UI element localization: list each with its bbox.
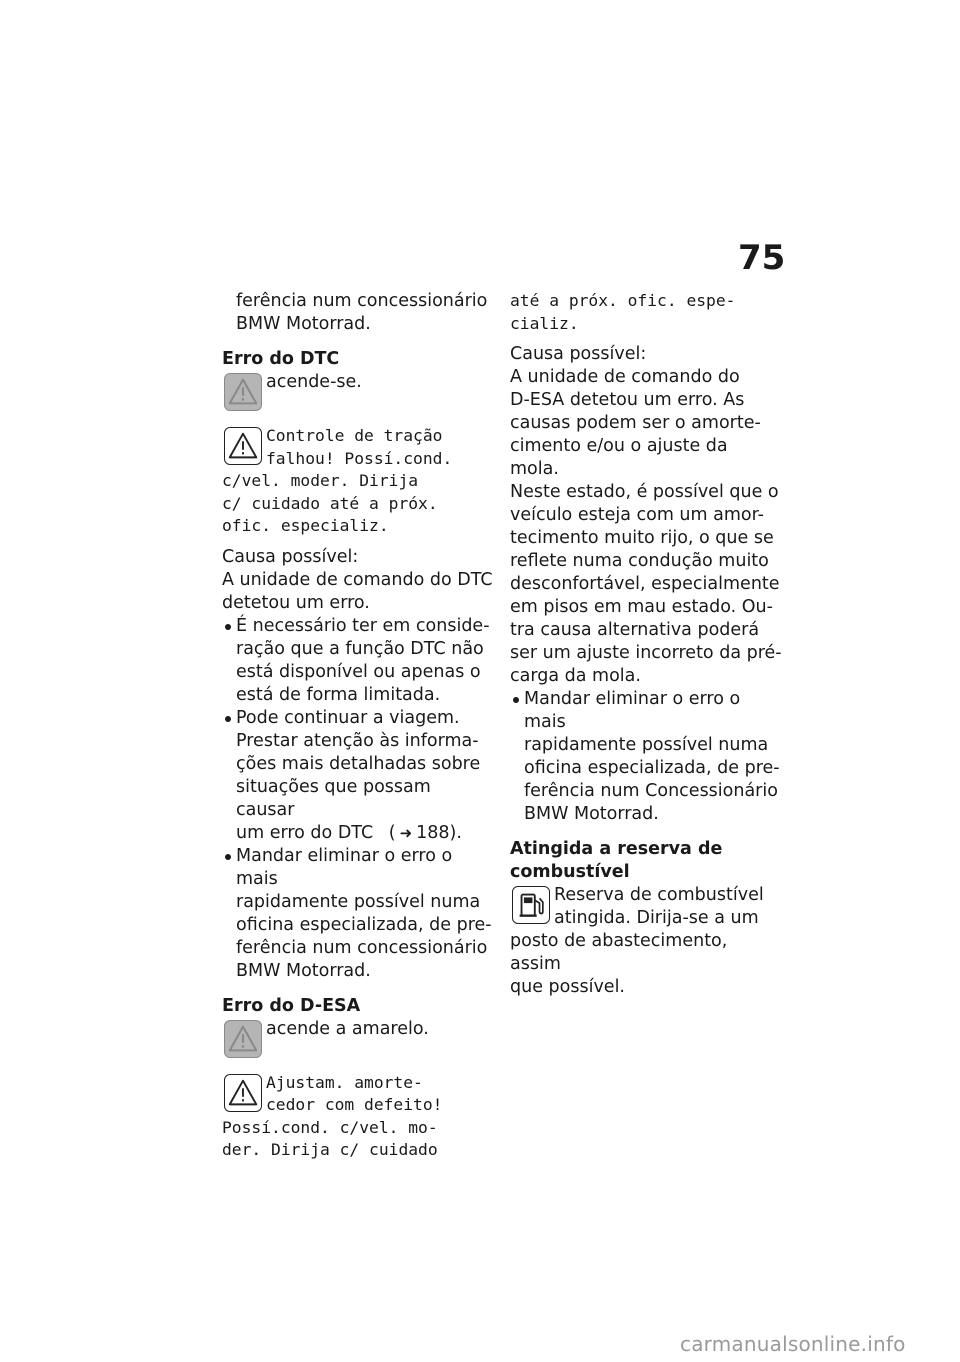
display-line: Controle de tração <box>266 426 443 445</box>
reference-page[interactable]: 188). <box>416 822 462 843</box>
reference-line <box>236 822 494 845</box>
text-line: A unidade de comando do <box>510 367 740 387</box>
left-column <box>222 290 494 1162</box>
list-item <box>222 845 494 983</box>
warning-triangle-icon <box>224 373 262 411</box>
text-line: D-ESA detetou um erro. As <box>510 390 745 410</box>
text-line: carga da mola. <box>510 666 641 686</box>
text-line: combustível <box>510 862 630 882</box>
text-line: situações que possam causar <box>236 776 431 820</box>
display-line: c/ cuidado até a próx. <box>222 493 438 513</box>
text-line: cimento e/ou o ajuste da mola. <box>510 436 728 479</box>
text-line: posto de abastecimento, assim <box>510 931 728 974</box>
text-line: reflete numa condução muito <box>510 551 769 571</box>
dtc-heading: Erro do DTC <box>222 349 340 369</box>
text-line: que possível. <box>510 977 625 997</box>
desa-heading: Erro do D-ESA <box>222 995 361 1016</box>
warning-triangle-icon <box>224 427 262 465</box>
list-item <box>222 615 494 707</box>
cause-text <box>510 366 782 688</box>
warning-triangle-icon <box>224 1074 262 1112</box>
text-line: causas podem ser o amorte- <box>510 413 761 433</box>
text-line: está de forma limitada. <box>236 684 441 705</box>
text-line: atingida. Dirija-se a um <box>554 908 759 928</box>
text-line: BMW Motorrad. <box>236 314 371 334</box>
fuel-pump-icon <box>512 886 550 924</box>
fuel-heading <box>510 838 782 884</box>
list-item <box>222 707 494 845</box>
display-line: falhou! Possí.cond. <box>266 448 453 468</box>
text-line: Atingida a reserva de <box>510 839 723 859</box>
reference-arrow-icon[interactable]: ➜ <box>399 823 413 842</box>
warning-triangle-icon <box>224 1020 262 1058</box>
lamp-text: acende-se. <box>266 372 362 392</box>
text-line: É necessário ter em conside- <box>236 615 490 636</box>
cause-label: Causa possível: <box>510 344 647 364</box>
cause-label: Causa possível: <box>222 546 359 567</box>
text-line: rapidamente possível numa <box>524 735 769 755</box>
page-number: 75 <box>738 238 786 278</box>
text-line: oficina especializada, de pre- <box>236 914 492 935</box>
reference-open: ( <box>388 822 396 843</box>
display-line: c/vel. moder. Dirija <box>222 471 419 490</box>
text-line: desconfortável, especialmente <box>510 574 780 594</box>
text-line: tecimento muito rijo, o que se <box>510 528 774 548</box>
text-line: está disponível ou apenas o <box>236 661 481 682</box>
text-line: ções mais detalhadas sobre <box>236 753 481 774</box>
text-line: ferência num concessionário <box>236 937 488 958</box>
text-line: Mandar eliminar o erro o mais <box>236 845 453 889</box>
dtc-display-row <box>222 425 494 470</box>
text-line: oficina especializada, de pre- <box>524 758 780 778</box>
text-line: ferência num Concessionário <box>524 781 778 801</box>
desa-display-row <box>222 1072 494 1117</box>
display-line: cializ. <box>510 313 579 333</box>
display-line: até a próx. ofic. espe- <box>510 291 736 310</box>
text-line: ser um ajuste incorreto da pré- <box>510 643 782 663</box>
display-line: ofic. especializ. <box>222 516 389 535</box>
text-line: Mandar eliminar o erro o mais <box>524 689 741 732</box>
text-line: tra causa alternativa poderá <box>510 620 760 640</box>
cause-text: detetou um erro. <box>222 592 370 613</box>
cause-text: A unidade de comando do DTC <box>222 569 493 590</box>
text-line: em pisos em mau estado. Ou- <box>510 597 773 617</box>
continued-text <box>222 290 494 336</box>
reference-prefix: um erro do DTC <box>236 822 374 843</box>
display-line: Possí.cond. c/vel. mo- <box>222 1117 438 1137</box>
text-line: Reserva de combustível <box>554 885 764 905</box>
desa-lamp-row <box>222 1018 494 1064</box>
display-line: Ajustam. amorte- <box>266 1072 423 1092</box>
text-line: BMW Motorrad. <box>524 804 659 824</box>
text-line: Prestar atenção às informa- <box>236 730 479 751</box>
text-line: veículo esteja com um amor- <box>510 505 764 525</box>
fuel-display-row <box>510 884 782 930</box>
text-line: Neste estado, é possível que o <box>510 482 779 502</box>
text-line: rapidamente possível numa <box>236 891 481 912</box>
watermark: carmanualsonline.info <box>680 1332 906 1356</box>
text-line: Pode continuar a viagem. <box>236 707 460 728</box>
right-column <box>510 290 782 999</box>
lamp-text: acende a amarelo. <box>266 1018 429 1039</box>
text-line: ração que a função DTC não <box>236 638 484 659</box>
text-line: ferência num concessionário <box>236 291 488 311</box>
display-line: der. Dirija c/ cuidado <box>222 1140 438 1159</box>
text-line: BMW Motorrad. <box>236 960 371 981</box>
dtc-lamp-row <box>222 371 494 417</box>
display-line: cedor com defeito! <box>266 1095 443 1114</box>
list-item <box>510 688 782 826</box>
